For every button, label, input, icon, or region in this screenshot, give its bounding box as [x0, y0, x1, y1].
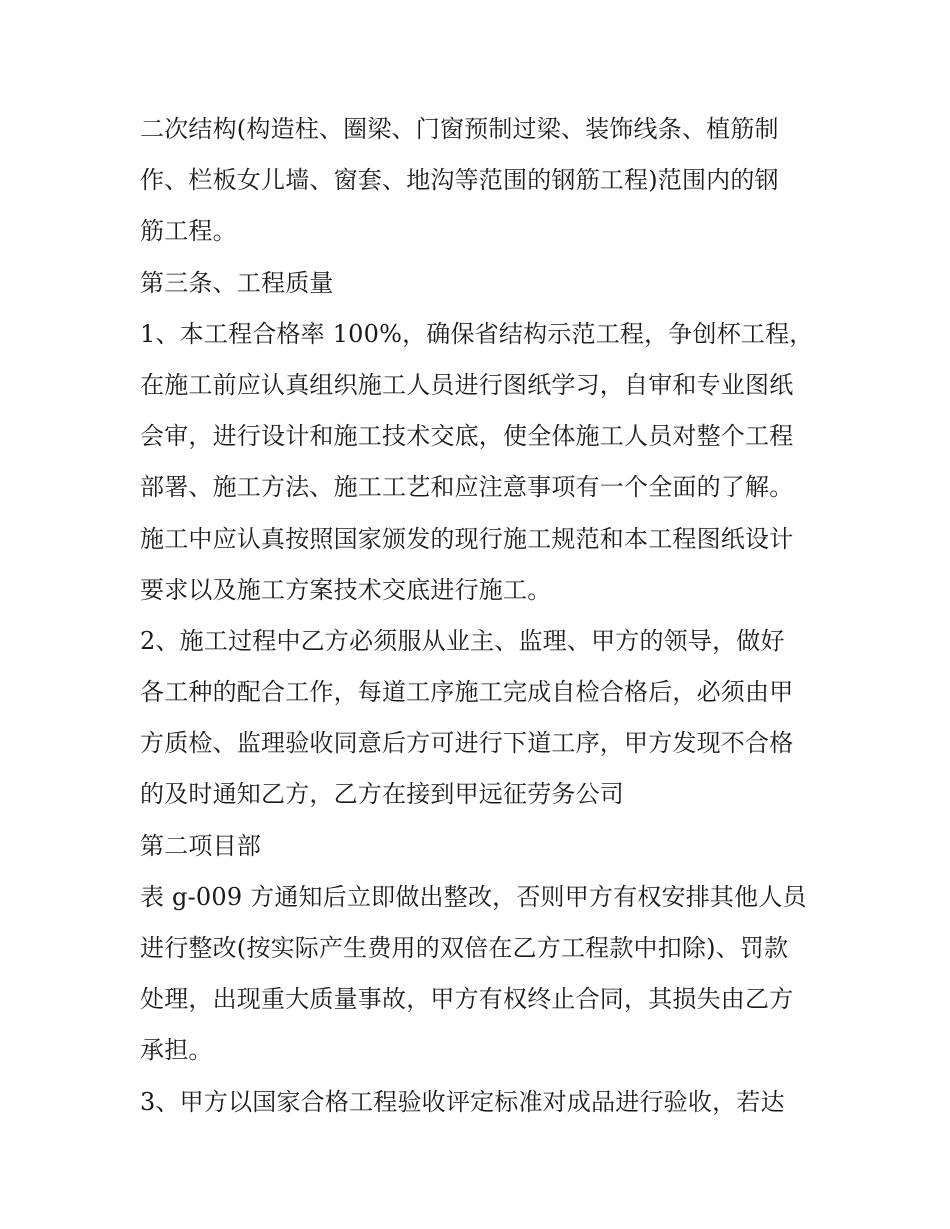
text-line: 3、甲方以国家合格工程验收评定标准对成品进行验收，若达 [140, 1087, 785, 1116]
text-line: 会审，进行设计和施工技术交底，使全体施工人员对整个工程 [140, 422, 794, 451]
text-line: 筋工程。 [140, 217, 237, 246]
text-line: 施工中应认真按照国家颁发的现行施工规范和本工程图纸设计 [140, 524, 794, 553]
text-line: 2、施工过程中乙方必须服从业主、监理、甲方的领导，做好 [140, 626, 785, 655]
text-line: 在施工前应认真组织施工人员进行图纸学习，自审和专业图纸 [140, 370, 794, 399]
text-line: 要求以及施工方案技术交底进行施工。 [140, 575, 552, 604]
text-line: 承担。 [140, 1036, 213, 1065]
text-line: 各工种的配合工作，每道工序施工完成自检合格后，必须由甲 [140, 678, 794, 707]
text-line: 1、本工程合格率 100%，确保省结构示范工程，争创杯工程， [140, 319, 814, 348]
document-body [140, 104, 820, 1128]
text-line: 作、栏板女儿墙、窗套、地沟等范围的钢筋工程)范围内的钢 [140, 166, 779, 195]
text-line: 处理，出现重大质量事故，甲方有权终止合同，其损失由乙方 [140, 985, 794, 1014]
text-line: 第二项目部 [140, 831, 261, 860]
text-line: 的及时通知乙方，乙方在接到甲远征劳务公司 [140, 780, 624, 809]
text-line: 方质检、监理验收同意后方可进行下道工序，甲方发现不合格 [140, 729, 794, 758]
text-line: 表 g-009 方通知后立即做出整改，否则甲方有权安排其他人员 [140, 882, 807, 911]
text-line: 二次结构(构造柱、圈梁、门窗预制过梁、装饰线条、植筋制 [140, 115, 779, 143]
section-heading: 第三条、工程质量 [140, 268, 334, 297]
text-line: 进行整改(按实际产生费用的双倍在乙方工程款中扣除)、罚款 [140, 934, 789, 962]
text-line: 部署、施工方法、施工工艺和应注意事项有一个全面的了解。 [140, 473, 794, 502]
